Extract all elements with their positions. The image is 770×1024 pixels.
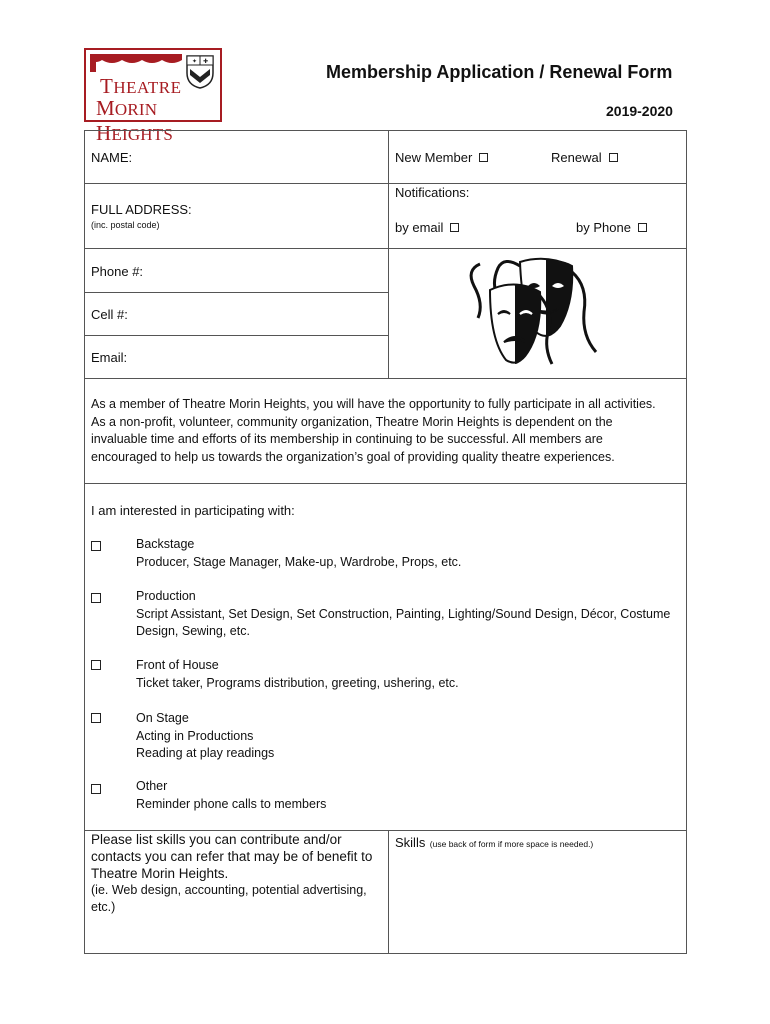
skills-question <box>91 831 387 916</box>
logo-line-1: THEATRE <box>100 74 182 98</box>
divider <box>84 248 687 249</box>
theatre-logo <box>84 48 222 145</box>
option-description: Ticket taker, Programs distribution, greeting, ushering, etc. <box>136 675 459 690</box>
cell-label: Cell #: <box>91 307 128 322</box>
by-email-label: by email <box>395 220 444 235</box>
front-of-house-option <box>136 657 459 692</box>
form-title: Membership Application / Renewal Form <box>326 62 673 82</box>
intro-line: encouraged to help us towards the organization’s goal of providing quality theatre experiences. <box>91 449 615 464</box>
logo-line-2: MORIN HEIGHTS <box>96 96 174 145</box>
intro-line: As a non-profit, volunteer, community organization, Theatre Morin Heights is dependent on the <box>91 414 613 429</box>
email-label: Email: <box>91 350 128 365</box>
front-of-house-checkbox[interactable] <box>91 660 101 670</box>
by-email-checkbox[interactable] <box>450 223 459 232</box>
skills-field[interactable] <box>395 834 593 852</box>
intro-line: invaluable time and efforts of its membership in continuing to be successful. All members are <box>91 432 603 446</box>
renewal-checkbox[interactable] <box>609 153 618 162</box>
production-option <box>136 588 670 641</box>
divider <box>84 378 687 379</box>
backstage-option <box>136 536 461 571</box>
option-description: Reminder phone calls to members <box>136 796 327 811</box>
divider <box>388 248 389 378</box>
new-member-option[interactable] <box>395 150 488 165</box>
option-title: On Stage <box>136 711 189 725</box>
interests-heading: I am interested in participating with: <box>91 503 295 518</box>
form-year: 2019-2020 <box>606 103 673 119</box>
option-description: Producer, Stage Manager, Make-up, Wardrobe, Props, etc. <box>136 554 462 569</box>
other-checkbox[interactable] <box>91 784 101 794</box>
renewal-label: Renewal <box>551 150 602 165</box>
curtain-icon <box>90 54 182 72</box>
svg-text:✚: ✚ <box>203 58 209 65</box>
full-address-label: FULL ADDRESS: <box>91 202 192 217</box>
option-title: Backstage <box>136 537 195 551</box>
skills-question-line: contacts you can refer that may be of benefit to <box>91 849 373 864</box>
notifications-label: Notifications: <box>395 185 470 200</box>
option-title: Other <box>136 779 168 793</box>
on-stage-option <box>136 710 274 763</box>
divider <box>84 335 389 336</box>
divider <box>388 130 389 248</box>
divider <box>84 183 687 184</box>
theatre-masks-icon <box>460 256 602 370</box>
phone-label: Phone #: <box>91 264 144 279</box>
new-member-label: New Member <box>395 150 473 165</box>
new-member-checkbox[interactable] <box>479 153 488 162</box>
other-option <box>136 778 326 813</box>
intro-line: As a member of Theatre Morin Heights, you will have the opportunity to fully participate in all activities. <box>91 397 656 411</box>
divider <box>388 830 389 954</box>
on-stage-checkbox[interactable] <box>91 713 101 723</box>
backstage-checkbox[interactable] <box>91 541 101 551</box>
option-description: Acting in Productions <box>136 728 254 743</box>
svg-text:✦: ✦ <box>192 58 198 65</box>
skills-question-line: Please list skills you can contribute and/or <box>91 832 342 847</box>
divider <box>84 483 687 484</box>
by-email-option[interactable] <box>395 220 459 235</box>
option-description: Design, Sewing, etc. <box>136 624 250 638</box>
name-label: NAME: <box>91 150 133 165</box>
option-description: Reading at play readings <box>136 746 275 760</box>
skills-example-line: (ie. Web design, accounting, potential advertising, <box>91 883 367 897</box>
production-checkbox[interactable] <box>91 593 101 603</box>
skills-label: Skills <box>395 835 426 850</box>
divider <box>84 292 389 293</box>
by-phone-option[interactable] <box>576 220 647 235</box>
option-description: Script Assistant, Set Design, Set Construction, Painting, Lighting/Sound Design, Décor, Costume <box>136 606 671 621</box>
by-phone-checkbox[interactable] <box>638 223 647 232</box>
skills-example-line: etc.) <box>91 900 116 914</box>
renewal-option[interactable] <box>551 150 618 165</box>
skills-question-line: Theatre Morin Heights. <box>91 866 229 881</box>
shield-icon <box>186 55 214 89</box>
postal-code-hint: (inc. postal code) <box>91 220 160 230</box>
option-title: Production <box>136 589 196 603</box>
option-title: Front of House <box>136 658 219 672</box>
membership-intro <box>91 396 687 466</box>
by-phone-label: by Phone <box>576 220 631 235</box>
skills-note: (use back of form if more space is needed.) <box>429 839 594 849</box>
